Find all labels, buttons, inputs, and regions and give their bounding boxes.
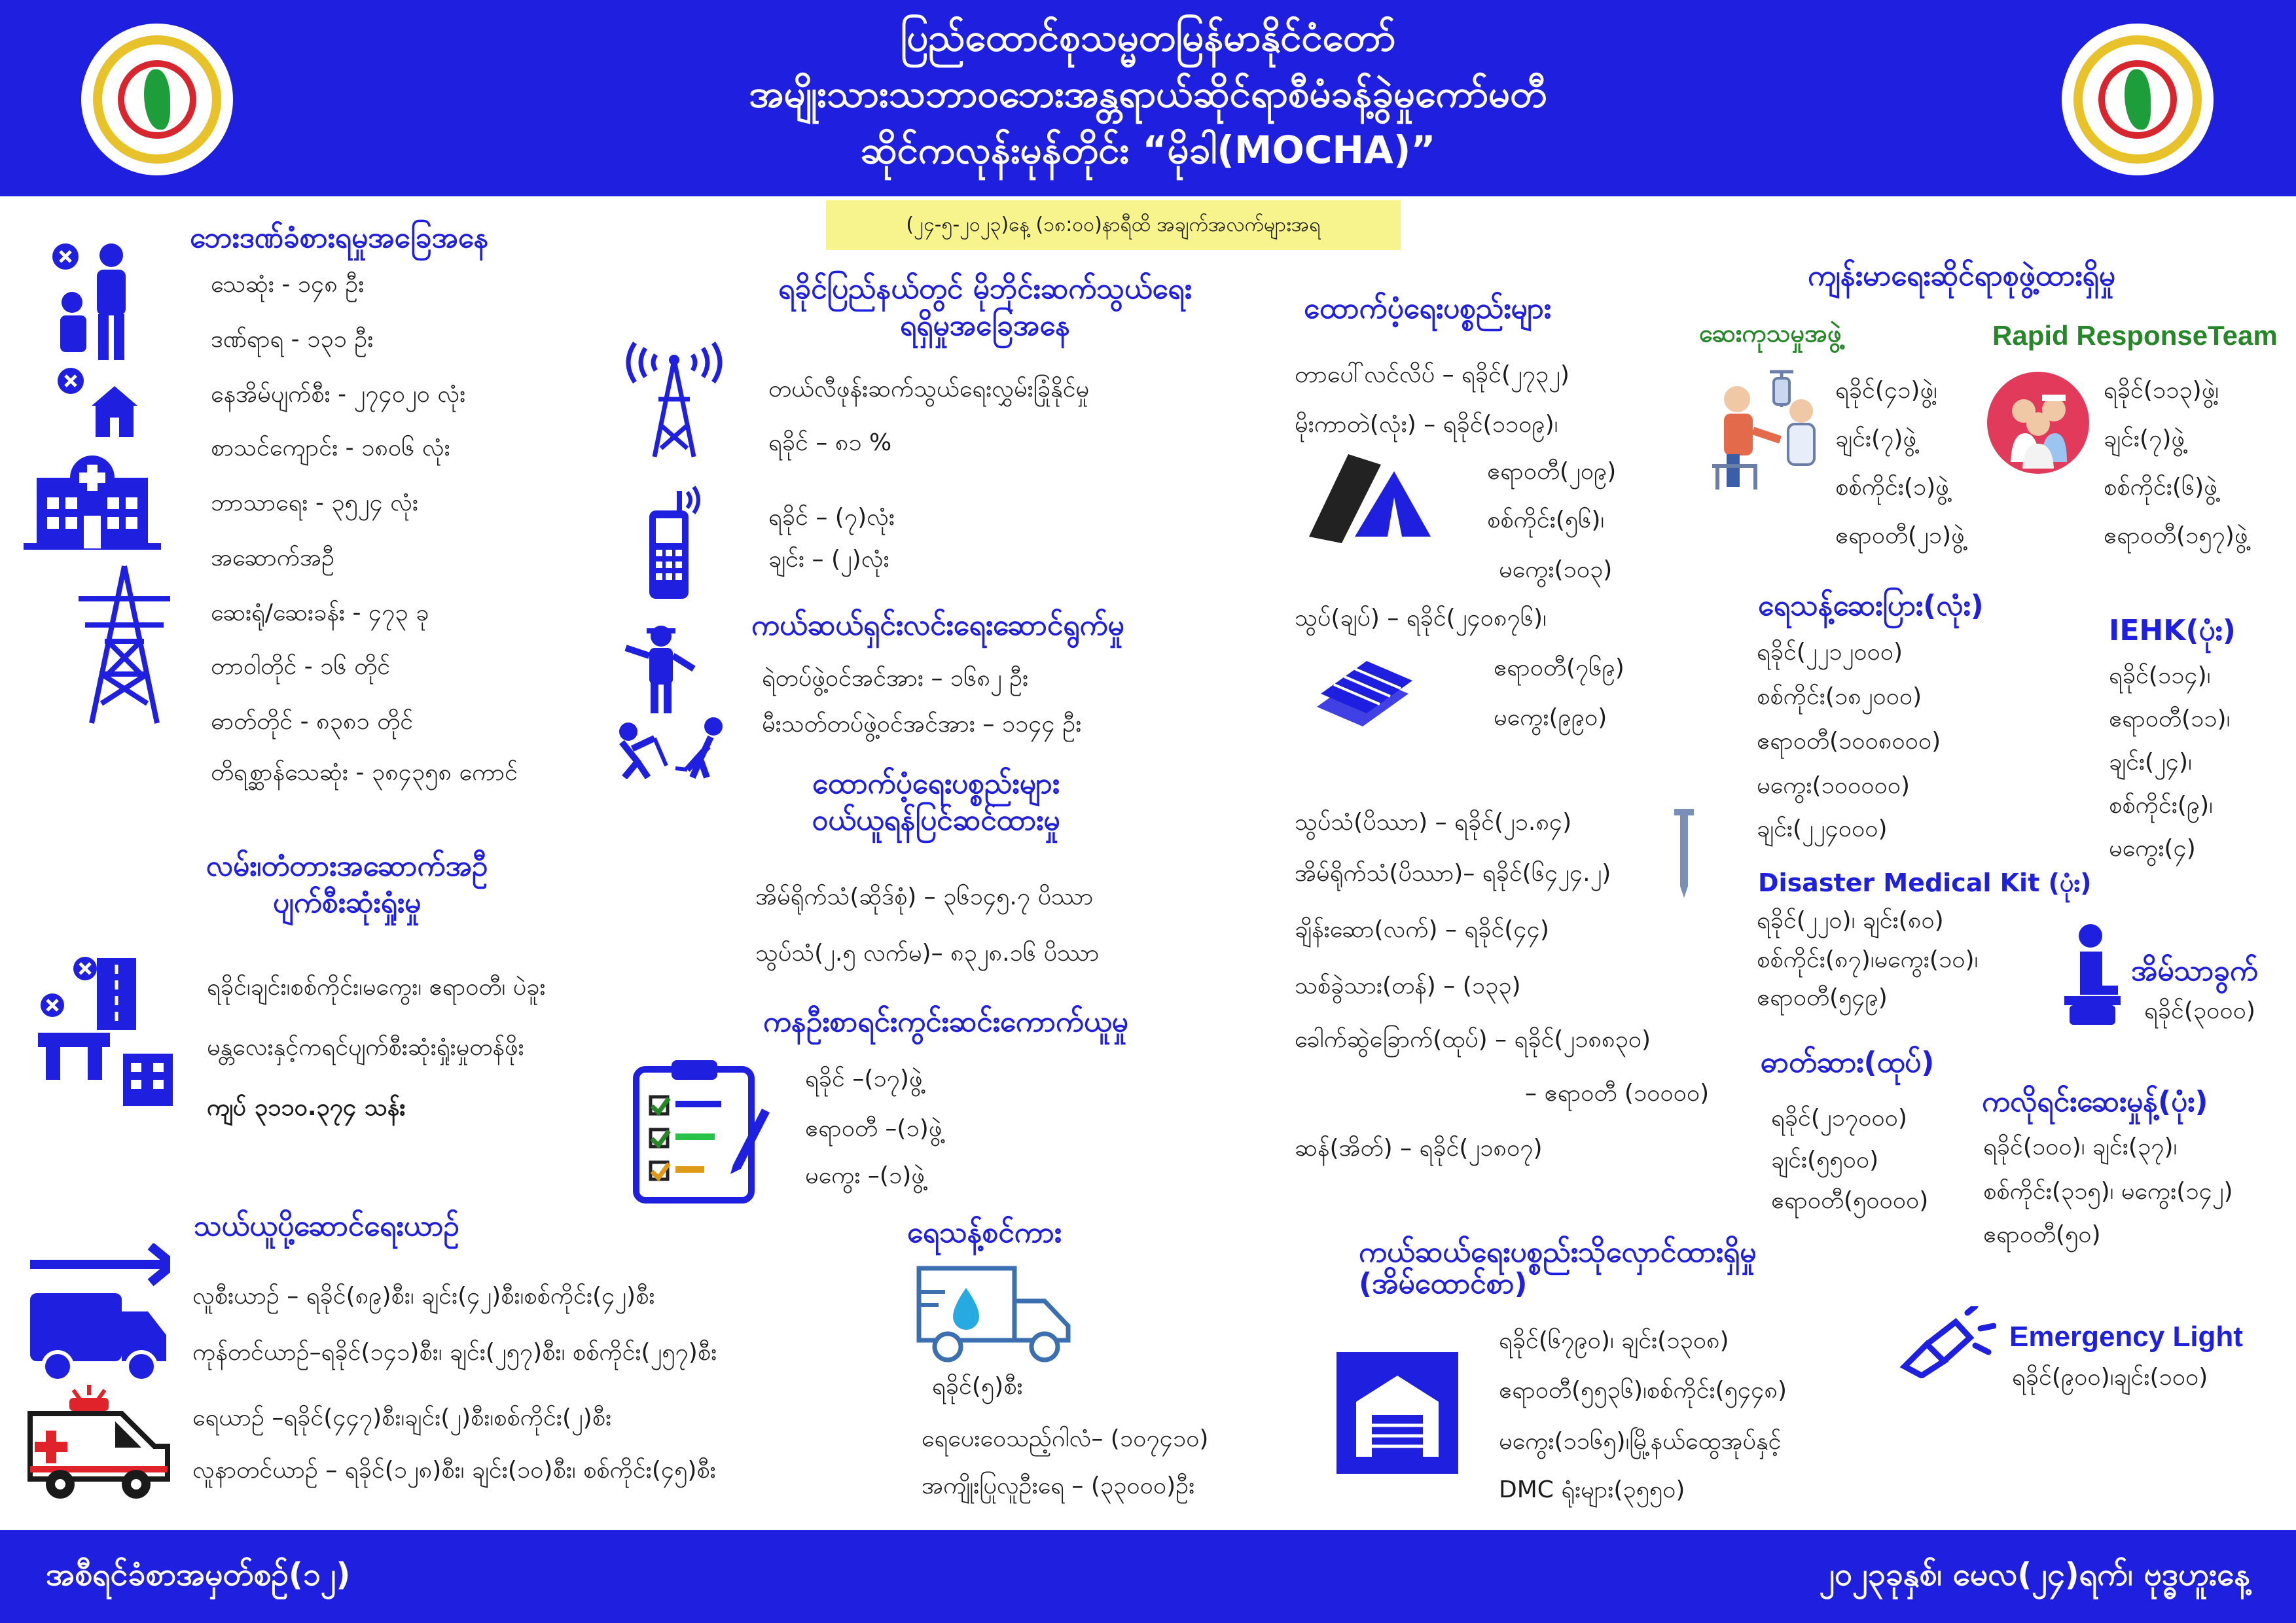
rapid-response-team-icon [1986, 370, 2090, 475]
chlorine-row: စစ်ကိုင်း(၃၁၅)၊ မကွေး(၁၄၂) [1983, 1178, 2233, 1205]
roof-sheets-icon [1314, 654, 1426, 733]
damage-row: ဒဏ်ရာရ - ၁၃၁ ဦး [211, 326, 374, 353]
water-tablets-row: ဧရာဝတီ(၁၀၀၈၀၀၀) [1757, 728, 1941, 755]
ors-row: ရခိုင်(၂၁၇၀၀၀) [1771, 1105, 1907, 1132]
medical-team-row: ဧရာဝတီ(၂၁)ဖွဲ့ [1835, 522, 1965, 549]
transport-row: လူနာတင်ယာဉ် – ရခိုင်(၁၂၈)စီး၊ ချင်း(၁၀)စီး၊ စစ်ကိုင်း(၄၅)စီး [192, 1457, 716, 1484]
survey-line: ဧရာဝတီ –(၁)ဖွဲ့ [805, 1115, 942, 1142]
rapid-team-row: ရခိုင်(၁၁၃)ဖွဲ့၊ [2104, 377, 2219, 404]
medical-treatment-icon [1710, 368, 1827, 492]
right-emblem-logo [2062, 24, 2214, 175]
cleanup-title: ကယ်ဆယ်ရှင်းလင်းရေးဆောင်ရွက်မှု [751, 609, 1124, 642]
left-emblem-logo [81, 24, 233, 175]
rapid-response-title: Rapid ResponseTeam [1992, 320, 2278, 351]
ors-title: ဓာတ်ဆား(ထုပ်) [1761, 1046, 1935, 1079]
water-tablets-row: ရခိုင်(၂၂၁၂၀၀၀) [1757, 639, 1903, 666]
iehk-row: ရခိုင်(၁၁၄)၊ [2109, 662, 2211, 689]
damage-row: တာဝါတိုင် - ၁၆ တိုင် [211, 653, 391, 680]
medical-kit-row: စစ်ကိုင်း(၈၇)၊မကွေး(၁၀)၊ [1757, 946, 1979, 973]
telecom-line: ရခိုင် – (၇)လုံး [768, 504, 895, 531]
damage-row: သေဆုံး - ၁၄၈ ဦး [211, 271, 365, 298]
header-title-committee: အမျိုးသားသဘာဝဘေးအန္တရာယ်ဆိုင်ရာစီမံခန့်ခွဲမှုကော်မတီ [749, 71, 1547, 116]
water-truck-line: အကျိုးပြုလူဦးရေ – (၃၃၀၀၀)ဦး [922, 1472, 1195, 1499]
stock-row: ရခိုင်(၆၇၉၀)၊ ချင်း(၁၃၀၈) [1499, 1327, 1729, 1354]
purchase-title: ထောက်ပံ့ရေးပစ္စည်းများ ဝယ်ယူရန်ပြင်ဆင်ထားမှု [812, 767, 1060, 837]
supplies-row: ဧရာဝတီ(၇၆၉) [1494, 654, 1624, 681]
ors-row: ချင်း(၅၅၀၀) [1771, 1147, 1879, 1173]
purchase-line: သွပ်သံ(၂.၅ လက်မ)– ၈၃၂၈.၁၆ ပိဿာ [755, 940, 1100, 967]
stock-row: ဧရာဝတီ(၅၅၃၆)၊စစ်ကိုင်း(၅၄၄၈) [1499, 1377, 1787, 1404]
supplies-row: မကွေး(၁၀၃) [1499, 556, 1613, 583]
roads-loss-value: ကျပ် ၃၁၁၀.၃၇၄ သန်း [207, 1094, 406, 1121]
iehk-title: IEHK(ပုံး) [2109, 614, 2236, 647]
header-banner [0, 0, 2296, 196]
supplies-row: ခေါက်ဆွဲခြောက်(ထုပ်) – ရခိုင်(၂၁၈၈၃၀) [1295, 1026, 1651, 1053]
water-tablets-row: မကွေး(၁၀၀၀၀၀) [1757, 772, 1910, 799]
supplies-row: – ဧရာဝတီ (၁၀၀၀၀) [1525, 1080, 1710, 1107]
iehk-row: ဧရာဝတီ(၁၁)၊ [2109, 705, 2231, 732]
cell-tower-icon [615, 340, 733, 458]
warehouse-icon [1336, 1352, 1458, 1474]
supplies-row: တာပေါ်လင်လိပ် – ရခိုင်(၂၇၃၂) [1295, 361, 1570, 388]
rescue-workers-icon [609, 622, 740, 779]
supplies-row: မကွေး(၉၉၀) [1494, 704, 1607, 731]
telecom-line: ချင်း – (၂)လုံး [768, 546, 889, 573]
supplies-row: ဧရာဝတီ(၂၀၉) [1487, 458, 1617, 485]
tent-icon [1302, 452, 1433, 543]
rapid-team-row: ဧရာဝတီ(၁၅၇)ဖွဲ့ [2104, 522, 2248, 549]
supplies-row: ဆန်(အိတ်) – ရခိုင်(၂၁၈၀၇) [1295, 1135, 1543, 1162]
truck-icon [26, 1243, 170, 1381]
stock-row: DMC ရုံးများ(၃၅၅၀) [1499, 1476, 1685, 1503]
toilet-title: အိမ်သာခွက် [2131, 954, 2258, 988]
cleanup-line: ရဲတပ်ဖွဲ့ဝင်အင်အား – ၁၆၈၂ ဦး [762, 665, 1029, 692]
iehk-row: မကွေး(၄) [2109, 835, 2196, 862]
water-truck-line: ရခိုင်(၅)စီး [932, 1373, 1023, 1400]
flashlight-icon [1898, 1306, 1996, 1378]
medical-team-row: စစ်ကိုင်း(၁)ဖွဲ့ [1835, 474, 1949, 501]
damage-row: စာသင်ကျောင်း - ၁၈၀၆ လုံး [211, 435, 450, 461]
transport-row: ကုန်တင်ယာဉ်–ရခိုင်(၁၄၁)စီး၊ ချင်း(၂၅၇)စီး၊ စစ်ကိုင်း(၂၅၇)စီး [192, 1339, 717, 1366]
report-number: အစီရင်ခံစာအမှတ်စဉ်(၁၂) [46, 1556, 351, 1593]
water-tablets-row: ချင်း(၂၂၄၀၀၀) [1757, 815, 1888, 842]
chlorine-title: ကလိုရင်းဆေးမှုန့်(ပုံး) [1982, 1085, 2208, 1118]
telecom-title: ရခိုင်ပြည်နယ်တွင် မိုဘိုင်းဆက်သွယ်ရေး ရရှိမှုအခြေအနေ [778, 272, 1192, 342]
purchase-line: အိမ်ရိုက်သံ(ဆိုဒ်စုံ) – ၃၆၁၄၅.၇ ပိဿာ [755, 883, 1094, 910]
house-damage-icon [52, 366, 137, 438]
hospital-icon [24, 452, 161, 550]
water-tablets-row: စစ်ကိုင်း(၁၈၂၀၀၀) [1757, 683, 1922, 710]
water-truck-line: ရေပေးဝေသည့်ဂါလံ– (၁၀၇၄၁၀) [922, 1425, 1209, 1452]
roads-line: ရခိုင်၊ချင်း၊စစ်ကိုင်း၊မကွေး၊ ဧရာဝတီ၊ ပဲခူး [207, 974, 546, 1001]
nail-icon [1674, 808, 1694, 899]
telecom-line: တယ်လီဖုန်းဆက်သွယ်ရေးလွှမ်းခြုံနိုင်မှု [768, 376, 1090, 402]
emergency-light-line: ရခိုင်(၉၀၀)၊ချင်း(၁၀၀) [2012, 1364, 2208, 1391]
chlorine-row: ဧရာဝတီ(၅၀) [1983, 1221, 2101, 1248]
medical-kit-title: Disaster Medical Kit (ပုံး) [1758, 868, 2092, 897]
supplies-title: ထောက်ပံ့ရေးပစ္စည်းများ [1304, 292, 1551, 325]
report-date: ၂၀၂၃ခုနှစ်၊ မေလ(၂၄)ရက်၊ ဗုဒ္ဓဟူးနေ့ [1819, 1556, 2250, 1593]
medical-team-row: ရခိုင်(၄၁)ဖွဲ့၊ [1835, 377, 1937, 404]
medical-kit-row: ဧရာဝတီ(၅၄၉) [1757, 984, 1888, 1011]
checklist-icon [628, 1054, 772, 1204]
damage-row: ဆေးရုံ/ဆေးခန်း - ၄၇၃ ခု [211, 599, 429, 626]
health-title: ကျန်းမာရေးဆိုင်ရာစုဖွဲ့ထားရှိမှု [1808, 259, 2115, 293]
date-banner: (၂၄-၅-၂၀၂၃)နေ့ (၁၈:၀၀)နာရီထိ အချက်အလက်များအရ [826, 200, 1401, 250]
medical-team-row: ချင်း(၇)ဖွဲ့ [1835, 425, 1916, 452]
damage-row: ဘာသာရေး - ၃၅၂၄ လုံး [211, 490, 419, 516]
transport-row: ရေယာဉ် –ရခိုင်(၄၄၇)စီး၊ချင်း(၂)စီး၊စစ်ကိုင်း(၂)စီး [192, 1404, 612, 1431]
survey-title: ကနဦးစာရင်းကွင်းဆင်းကောက်ယူမှု [763, 1005, 1128, 1039]
medical-kit-row: ရခိုင်(၂၂၀)၊ ချင်း(၈၀) [1757, 907, 1944, 934]
survey-line: မကွေး –(၁)ဖွဲ့ [805, 1162, 925, 1189]
supplies-row: သွပ်သံ(ပိဿာ) – ရခိုင်(၂၁.၈၄) [1295, 809, 1572, 836]
injured-person-icon [46, 242, 137, 373]
damage-row: နေအိမ်ပျက်စီး - ၂၇၄၀၂၀ လုံး [211, 381, 466, 408]
toilet-icon [2062, 923, 2121, 1027]
medical-team-title: ဆေးကုသမှုအဖွဲ့ [1699, 319, 1842, 348]
supplies-row: မိုးကာတဲ(လုံး) – ရခိုင်(၁၁၀၉)၊ [1295, 411, 1558, 438]
ors-row: ဧရာဝတီ(၅၀၀၀၀) [1771, 1187, 1929, 1214]
supplies-row: သစ်ခွဲသား(တန်) – (၁၃၃) [1295, 972, 1521, 999]
header-title-cyclone: ဆိုင်ကလုန်းမုန်တိုင်း “မိုခါ(MOCHA)” [860, 128, 1436, 172]
supplies-row: သွပ်(ချပ်) – ရခိုင်(၂၄၀၈၇၆)၊ [1295, 605, 1547, 632]
cleanup-line: မီးသတ်တပ်ဖွဲ့ဝင်အင်အား – ၁၁၄၄ ဦး [762, 711, 1082, 738]
rapid-team-row: ချင်း(၇)ဖွဲ့ [2104, 425, 2185, 452]
stock-title: ကယ်ဆယ်ရေးပစ္စည်းသိုလှောင်ထားရှိမှု (အိမ်ထောင်စာ) [1359, 1236, 1757, 1300]
iehk-row: စစ်ကိုင်း(၉)၊ [2109, 792, 2213, 819]
roads-line: မန္တလေးနှင့်ကရင်ပျက်စီးဆုံးရှုံးမှုတန်ဖိုး [207, 1034, 524, 1061]
supplies-row: ချိန်းဆော(လက်) – ရခိုင်(၄၄) [1295, 916, 1549, 943]
supplies-row: အိမ်ရိုက်သံ(ပိဿာ)– ရခိုင်(၆၄၂၄.၂) [1295, 860, 1611, 887]
footer-bar [0, 1530, 2296, 1623]
header-title-country: ပြည်ထောင်စုသမ္မတမြန်မာနိုင်ငံတော် [900, 15, 1396, 60]
damage-row: တိရစ္ဆာန်သေဆုံး - ၃၈၄၃၅၈ ကောင် [211, 759, 518, 786]
survey-line: ရခိုင် –(၁၇)ဖွဲ့ [805, 1065, 923, 1092]
toilet-line: ရခိုင်(၃၀၀၀) [2144, 997, 2255, 1024]
rapid-team-row: စစ်ကိုင်း(၆)ဖွဲ့ [2104, 474, 2217, 501]
water-tablets-title: ရေသန့်ဆေးပြား(လုံး) [1758, 589, 1984, 622]
chlorine-row: ရခိုင်(၁၀၀)၊ ချင်း(၃၇)၊ [1983, 1133, 2178, 1160]
stock-row: မကွေး(၁၁၆၅)၊မြို့နယ်ထွေအုပ်နှင့် [1499, 1428, 1782, 1455]
damage-title: ဘေးဒဏ်ခံစားရမှုအခြေအနေ [190, 221, 489, 255]
power-pylon-icon [79, 563, 170, 726]
damage-row: ဓာတ်တိုင် - ၈၃၈၁ တိုင် [211, 708, 414, 735]
water-truck-icon [916, 1266, 1073, 1364]
ambulance-icon [24, 1381, 174, 1505]
supplies-row: စစ်ကိုင်း(၅၆)၊ [1487, 507, 1605, 533]
transport-row: လူစီးယာဉ် – ရခိုင်(၈၉)စီး၊ ချင်း(၄၂)စီး၊စစ်ကိုင်း(၄၂)စီး [192, 1283, 655, 1310]
transport-title: သယ်ယူပို့ဆောင်ရေးယာဉ် [194, 1209, 459, 1243]
telecom-line: ရခိုင် – ၈၁ % [768, 429, 892, 456]
damage-row: အဆောက်အဦ [211, 544, 335, 571]
iehk-row: ချင်း(၂၄)၊ [2109, 749, 2192, 776]
roads-title: လမ်း၊တံတားအဆောက်အဦ ပျက်စီးဆုံးရှုံးမှု [206, 849, 488, 919]
water-truck-title: ရေသန့်စင်ကား [907, 1216, 1062, 1249]
mobile-phone-icon [644, 484, 703, 602]
emergency-light-title: Emergency Light [2009, 1321, 2243, 1353]
bridge-building-icon [38, 955, 175, 1106]
